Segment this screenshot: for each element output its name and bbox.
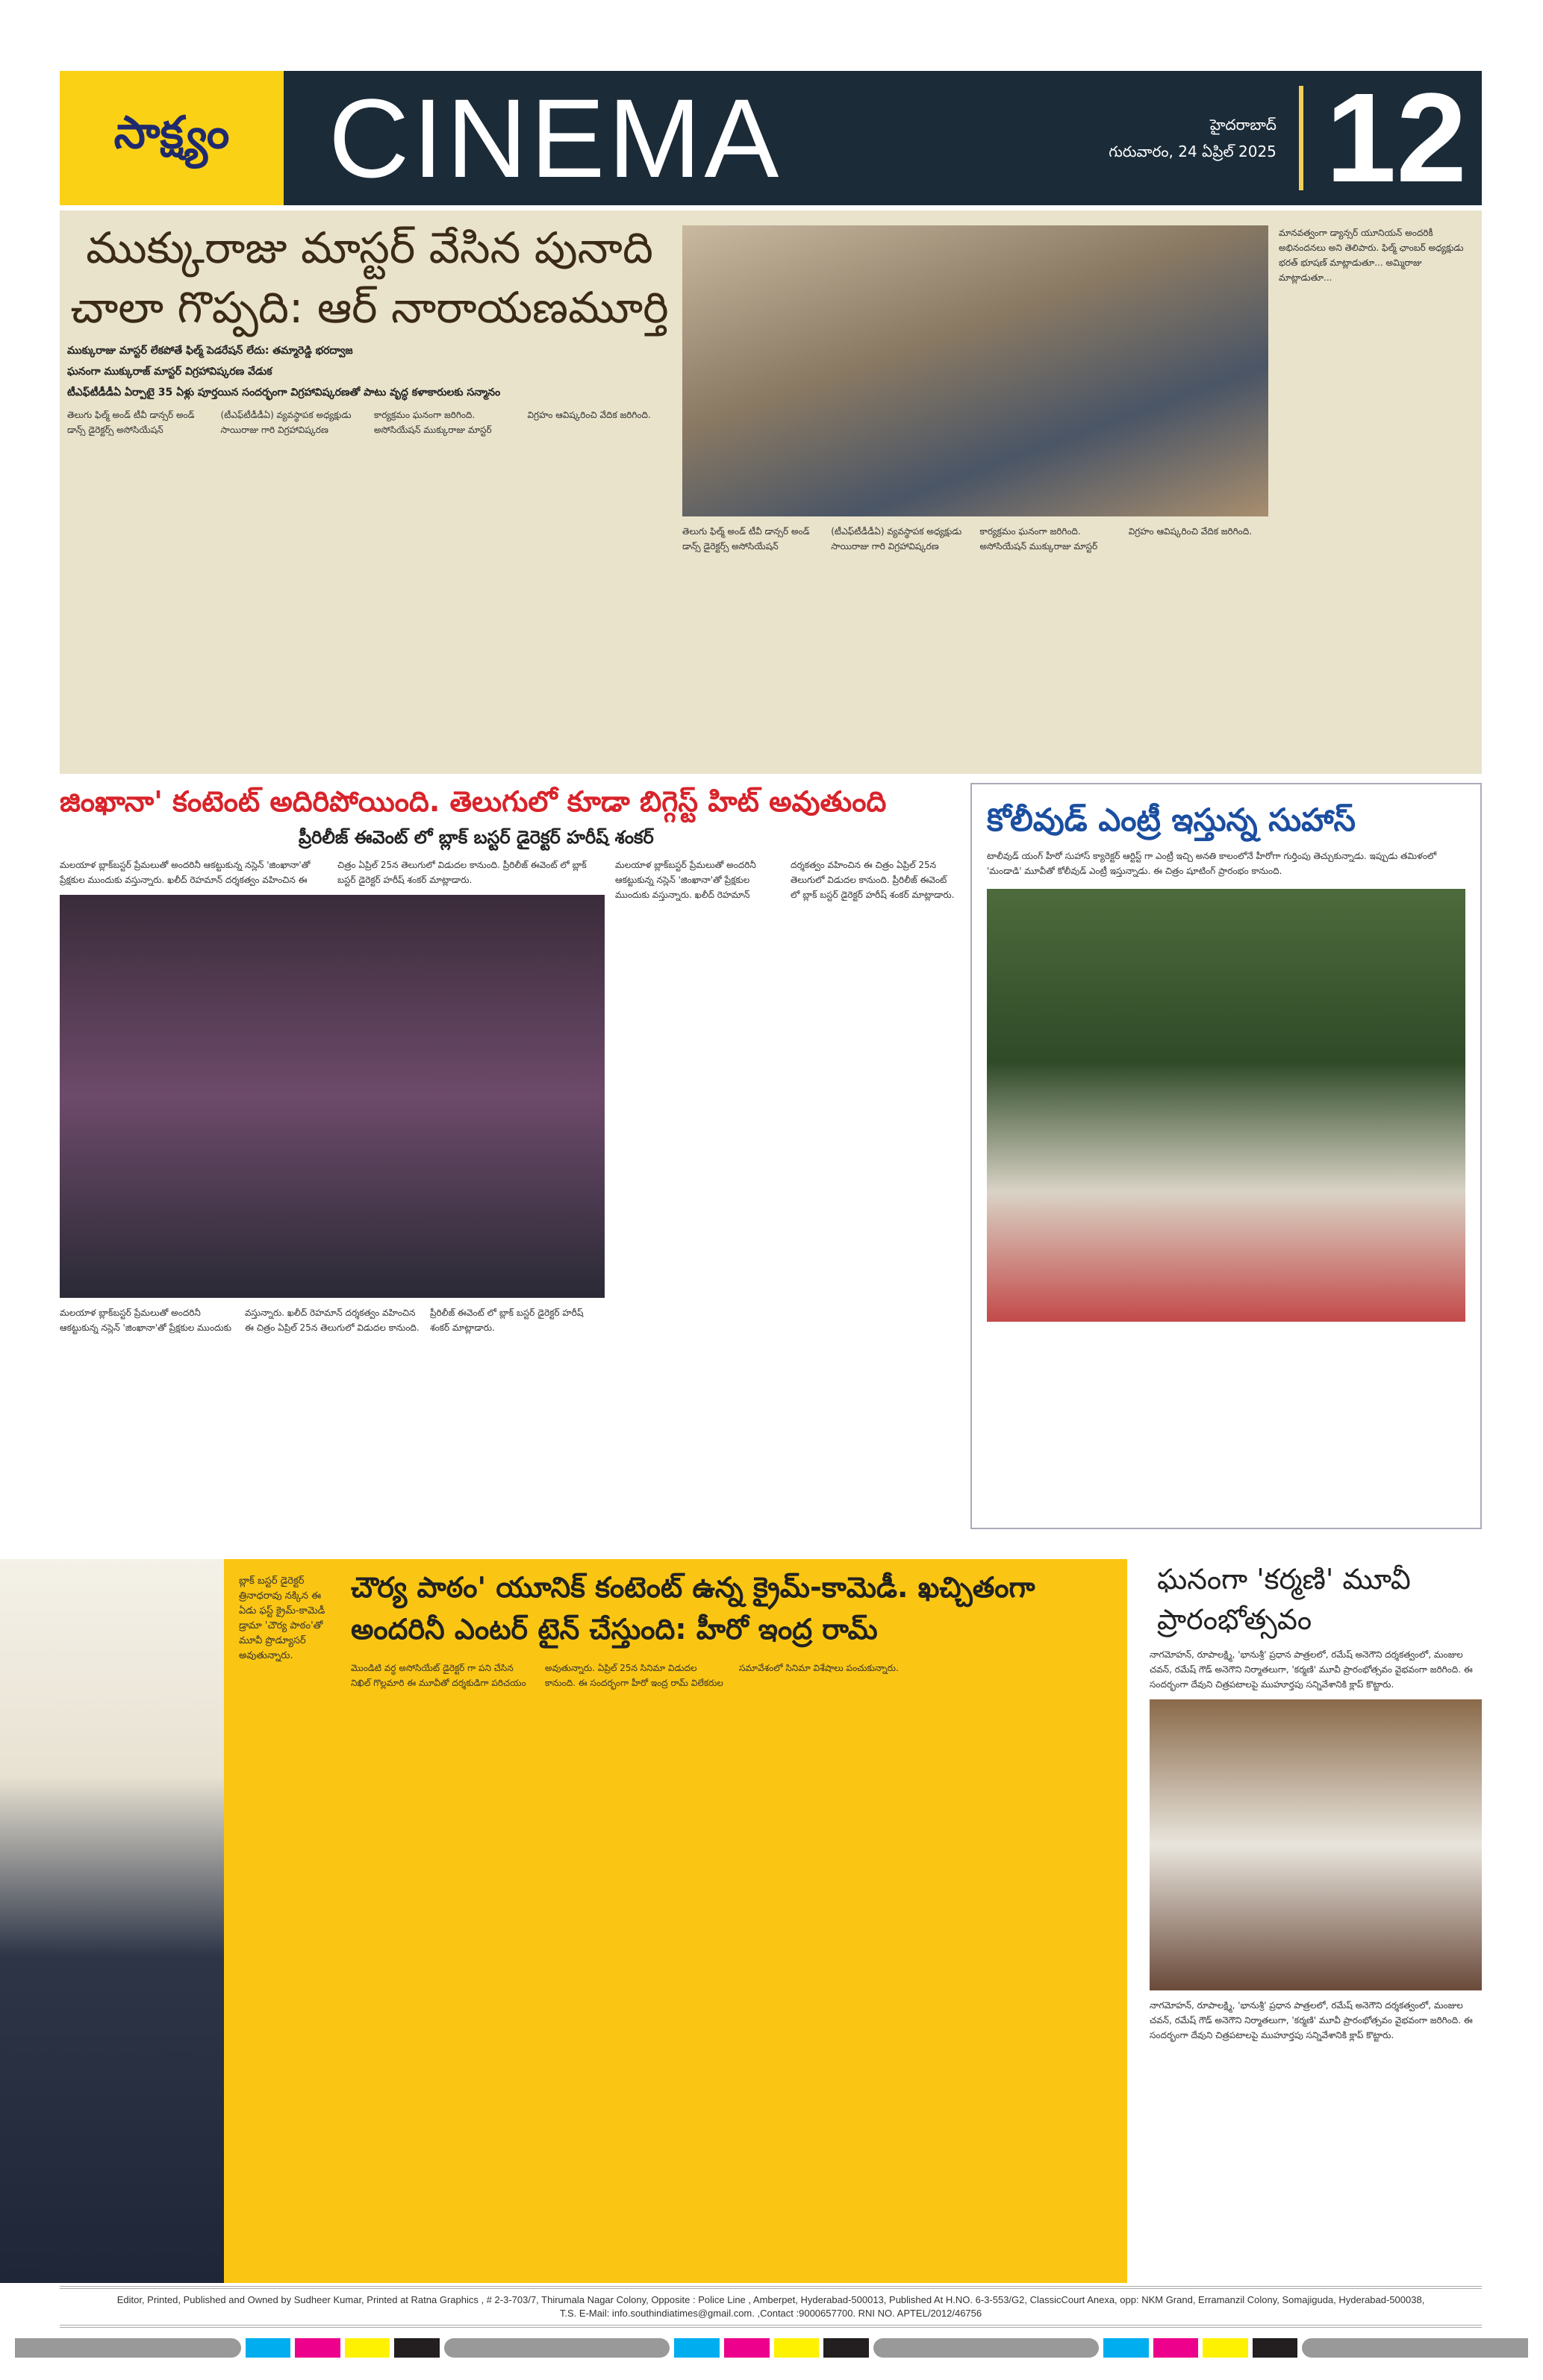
- article-main: [336, 1559, 1127, 2283]
- imprint-footer: [60, 2286, 1482, 2328]
- article-chourya-paatham: [60, 1559, 1127, 2283]
- masthead: [284, 67, 1482, 209]
- article-karmani: [1150, 1559, 1482, 2283]
- subheading: టీఎఫ్‌టీడీడీఏ ఏర్పాటై 35 ఏళ్లు పూర్తయిన సందర్భంగా విగ్రహావిష్కరణతో పాటు వృద్ధ కళాకారులకు సన్మానం: [67, 387, 501, 399]
- article-body-continued: నాగమోహన్, రూపాలక్ష్మి, 'భానుశ్రీ' ప్రధాన పాత్రలలో, రమేష్ అనెగౌని దర్శకత్వంలో, మంజుల చవన్, రమేష్ గౌడ్ అనెగౌని నిర్మాతలుగా, 'కర్మణి' మూవీ ప్రారంభోత్సవం వైభవంగా జరిగింది. ఈ సందర్భంగా దేవుని చిత్రపటాలపై ముహూర్తపు సన్నివేశానికి క్లాప్ కొట్టారు.: [1150, 2000, 1473, 2040]
- headline: కోలీవుడ్ ఎంట్రీ ఇస్తున్న సుహాస్: [987, 802, 1356, 838]
- swatch: [345, 2338, 390, 2358]
- swatch: [1302, 2338, 1528, 2358]
- swatch: [444, 2338, 670, 2358]
- subheading: ముక్కురాజు మాస్టర్ లేకపోతే ఫిల్మ్ పెడరేషన్ లేదు: తమ్మారెడ్డి భరద్వాజ: [67, 345, 353, 357]
- headline: చౌర్య పాఠం' యూనిక్ కంటెంట్ ఉన్న క్రైమ్-కామెడీ. ఖచ్చితంగా అందరినీ ఎంటర్ టైన్ చేస్తుంది: హీరో ఇంద్ర రామ్: [351, 1571, 1035, 1646]
- article-columns: [60, 850, 956, 1335]
- dateline: [1109, 115, 1277, 161]
- article-body: మలయాళ బ్లాక్‌బస్టర్ ప్రేమలుతో అందరినీ ఆకట్టుకున్న నస్లెన్ 'జింఖానా'తో ప్రేక్షకుల ముందుకు వస్తున్నారు. ఖలీద్ రెహమాన్ దర్శకత్వం వహించిన ఈ చిత్రం ఏప్రిల్ 25న తెలుగులో విడుదల కానుంది. ప్రీరిలీజ్ ఈవెంట్ లో బ్లాక్ బస్టర్ డైరెక్టర్ హరీష్ శంకర్ మాట్లాడారు.: [60, 860, 587, 885]
- swatch: [15, 2338, 241, 2358]
- article-body: మొండిటి వర్ధ అసోసియేట్ డైరెక్టర్ గా పని చేసిన నిఖిల్ గొల్లమారి ఈ మూవీతో దర్శకుడిగా పరిచయం అవుతున్నారు. ఏప్రిల్ 25న సినిమా విడుదల కానుంది. ఈ సందర్భంగా హీరో ఇంద్ర రామ్ విలేకరుల సమావేశంలో సినిమా విశేషాలు పంచుకున్నారు.: [351, 1663, 899, 1688]
- article-left: [60, 850, 605, 1335]
- article-lead: [67, 218, 672, 437]
- swatch: [1253, 2338, 1298, 2358]
- article-gymkhana: [60, 783, 956, 1335]
- imprint-line-2: T.S. E-Mail: info.southindiatimes@gmail.com. ,Contact :9000657700. RNI NO. APTEL/2012/46756: [559, 2308, 982, 2319]
- cast-photo: [60, 895, 605, 1298]
- subheading: ఘనంగా ముక్కురాజ్ మాస్టర్ విగ్రహావిష్కరణ వేడుక: [67, 366, 272, 378]
- article-body: నాగమోహన్, రూపాలక్ష్మి, 'భానుశ్రీ' ప్రధాన పాత్రలలో, రమేష్ అనెగౌని దర్శకత్వంలో, మంజుల చవన్, రమేష్ గౌడ్ అనెగౌని నిర్మాతలుగా, 'కర్మణి' మూవీ ప్రారంభోత్సవం వైభవంగా జరిగింది. ఈ సందర్భంగా దేవుని చిత్రపటాలపై ముహూర్తపు సన్నివేశానికి క్లాప్ కొట్టారు.: [1150, 1649, 1473, 1690]
- event-photo: [682, 225, 1268, 516]
- headline: జింఖానా' కంటెంట్ అదిరిపోయింది. తెలుగులో కూడా బిగ్గెస్ట్ హిట్ అవుతుంది: [60, 785, 887, 818]
- swatch: [1153, 2338, 1199, 2358]
- intro-text: బ్లాక్ బస్టర్ డైరెక్టర్ త్రినాధరావు నక్కిన ఈ ఏడు ఫస్ట్ క్రైమ్-కామెడీ డ్రామా 'చౌర్య పాఠం'తో మూవీ ప్రొడ్యూసర్ అవుతున్నారు.: [239, 1575, 325, 1661]
- page-number: 12: [1325, 67, 1467, 209]
- section-title: CINEMA: [328, 75, 782, 201]
- article-suhas-kollywood: [970, 783, 1482, 1529]
- swatch: [724, 2338, 770, 2358]
- swatch: [246, 2338, 291, 2358]
- article-body-continued: మలయాళ బ్లాక్‌బస్టర్ ప్రేమలుతో అందరినీ ఆకట్టుకున్న నస్లెన్ 'జింఖానా'తో ప్రేక్షకుల ముందుకు వస్తున్నారు. ఖలీద్ రెహమాన్ దర్శకత్వం వహించిన ఈ చిత్రం ఏప్రిల్ 25న తెలుగులో విడుదల కానుంది. ప్రీరిలీజ్ ఈవెంట్ లో బ్లాక్ బస్టర్ డైరెక్టర్ హరీష్ శంకర్ మాట్లాడారు.: [60, 1308, 584, 1333]
- swatch: [1203, 2338, 1248, 2358]
- article-body-columns: మలయాళ బ్లాక్‌బస్టర్ ప్రేమలుతో అందరినీ ఆకట్టుకున్న నస్లెన్ 'జింఖానా'తో ప్రేక్షకుల ముందుకు వస్తున్నారు. ఖలీద్ రెహమాన్ దర్శకత్వం వహించిన ఈ చిత్రం ఏప్రిల్ 25న తెలుగులో విడుదల కానుంది. ప్రీరిలీజ్ ఈవెంట్ లో బ్లాక్ బస్టర్ డైరెక్టర్ హరీష్ శంకర్ మాట్లాడారు.: [615, 860, 955, 900]
- headline: [67, 218, 672, 337]
- article-body: తెలుగు ఫిల్మ్ అండ్ టీవీ డాన్సర్ అండ్ డాన్స్ డైరెక్టర్స్ అసోసియేషన్ (టీఎఫ్‌టీడీడీఏ) వ్యవస్థాపక అధ్యక్షుడు సాయిరాజు గారి విగ్రహావిష్కరణ కార్యక్రమం ఘనంగా జరిగింది. అసోసియేషన్ ముక్కురాజు మాస్టర్ విగ్రహం ఆవిష్కరించి వేదిక జరిగింది.: [67, 410, 651, 435]
- swatch: [873, 2338, 1100, 2358]
- color-registration-bar: [15, 2338, 1528, 2358]
- article-statue-unveiling: [60, 210, 1482, 774]
- suhas-photo: [987, 889, 1465, 1322]
- headline-line-1: ముక్కురాజు మాస్టర్ వేసిన పునాది: [86, 222, 653, 273]
- swatch: [295, 2338, 340, 2358]
- imprint-line-1: Editor, Printed, Published and Owned by Sudheer Kumar, Printed at Ratna Graphics , # 2-3-703/7, Thirumala Nagar Colony, Opposite : Police Line , Amberpet, Hyderabad-500013, Published At H.NO. 6-3-553/G2, ClassicCourt Anexa, opp: NKM Grand, Erramanzil Colony, Somajiguda, Hyderabad-500038,: [116, 2294, 1425, 2305]
- swatch: [674, 2338, 720, 2358]
- newspaper-logo: [60, 71, 284, 205]
- headline: ఘనంగా 'కర్మణి' మూవీ ప్రారంభోత్సవం: [1157, 1563, 1411, 1636]
- hero-photo: [0, 1559, 224, 2283]
- divider: [1299, 86, 1303, 190]
- article-body: టాలీవుడ్ యంగ్ హీరో సుహాస్ క్యారెక్టర్ ఆర్టిస్ట్ గా ఎంట్రీ ఇచ్చి అనతి కాలంలోనే హీరోగా గుర్తింపు తెచ్చుకున్నాడు. ఇప్పుడు తమిళంలో 'మండాడి' మూవీతో కోలీవుడ్ ఎంట్రీ ఇస్తున్నాడు. ఈ చిత్రం షూటింగ్ ప్రారంభం కానుంది.: [987, 851, 1437, 876]
- swatch: [1103, 2338, 1149, 2358]
- page-header: [60, 67, 1482, 209]
- launch-photo: [1150, 1699, 1482, 1990]
- row-bottom: [60, 1559, 1482, 2283]
- article-middle: [682, 218, 1268, 554]
- swatch: [394, 2338, 440, 2358]
- swatch: [823, 2338, 869, 2358]
- date: గురువారం, 24 ఏప్రిల్ 2025: [1109, 143, 1277, 160]
- article-side-column: మానవత్వంగా డ్యాన్సర్ యూనియన్ అందరికీ అభినందనలు అని తెలిపారు. ఫిల్మ్ ఛాంబర్ అధ్యక్షుడు భరత్ భూషణ్ మాట్లాడుతూ... అమ్మిరాజు మాట్లాడుతూ...: [1279, 228, 1464, 283]
- subheading: ప్రీరిలీజ్ ఈవెంట్ లో బ్లాక్ బస్టర్ డైరెక్టర్ హరీష్ శంకర్: [299, 827, 654, 848]
- row-middle: [60, 783, 1482, 1529]
- article-body-continued: తెలుగు ఫిల్మ్ అండ్ టీవీ డాన్సర్ అండ్ డాన్స్ డైరెక్టర్స్ అసోసియేషన్ (టీఎఫ్‌టీడీడీఏ) వ్యవస్థాపక అధ్యక్షుడు సాయిరాజు గారి విగ్రహావిష్కరణ కార్యక్రమం ఘనంగా జరిగింది. అసోసియేషన్ ముక్కురాజు మాస్టర్ విగ్రహం ఆవిష్కరించి వేదిక జరిగింది.: [682, 526, 1253, 552]
- headline-line-2: చాలా గొప్పది: ఆర్ నారాయణమూర్తి: [70, 282, 669, 333]
- logo-text: సాక్ష్యం: [113, 107, 230, 159]
- city: హైదరాబాద్: [1209, 116, 1277, 134]
- swatch: [774, 2338, 820, 2358]
